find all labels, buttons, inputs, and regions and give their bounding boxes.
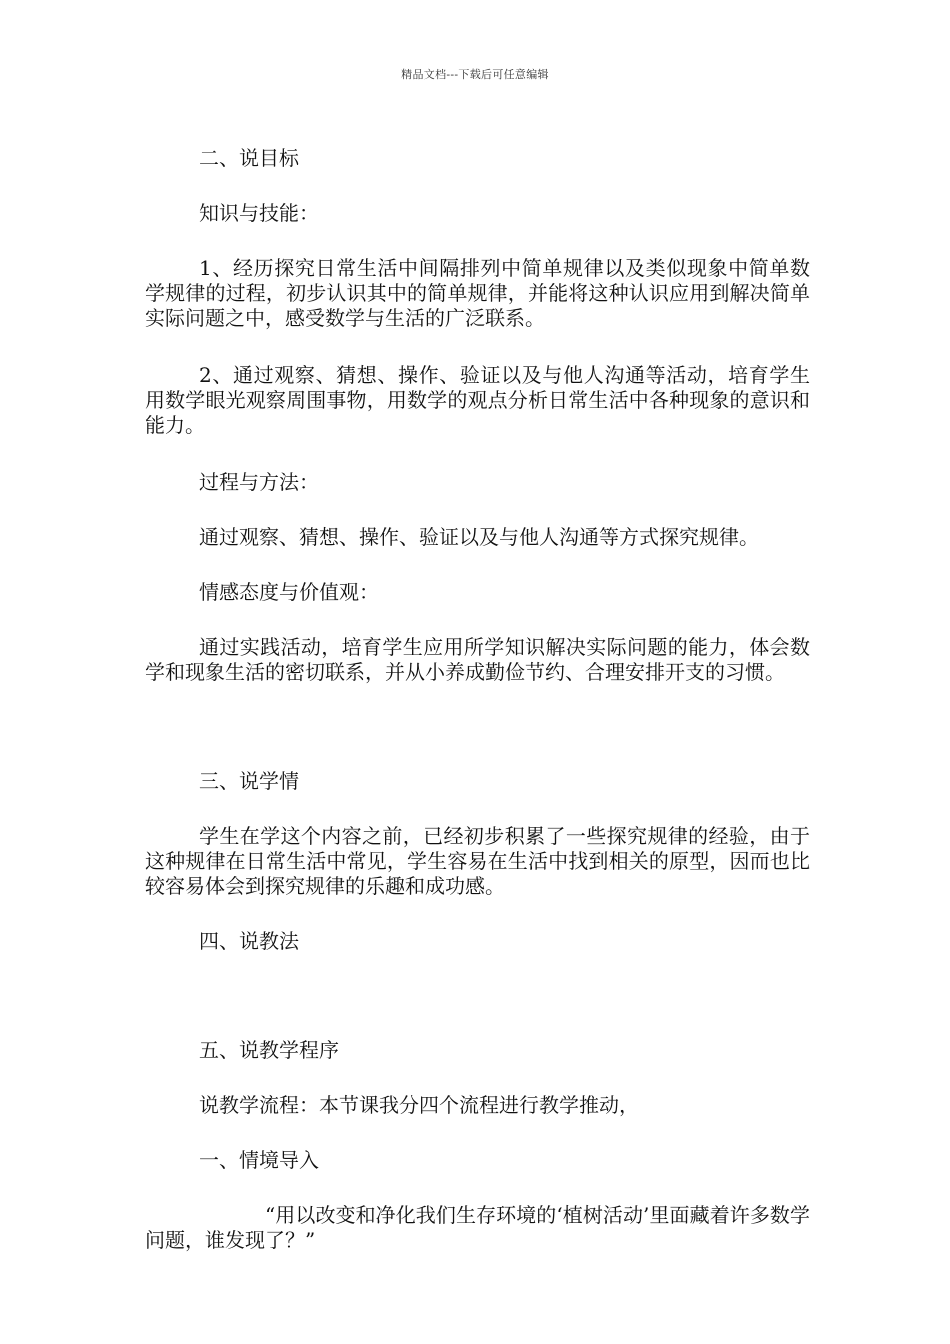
paragraph-students: 学生在学这个内容之前，已经初步积累了一些探究规律的经验，由于这种规律在日常生活中常见，学生容易在生活中找到相关的原型，因而也比较容易体会到探究规律的乐趣和成功感。 — [145, 824, 810, 898]
section-heading-procedure: 五、说教学程序 — [199, 1038, 339, 1062]
paragraph-goal-1: 1、经历探究日常生活中间隔排列中简单规律以及类似现象中简单数学规律的过程，初步认识其中的简单规律，并能将这种认识应用到解决简单实际问题之中，感受数学与生活的广泛联系。 — [145, 256, 810, 330]
section-heading-goals: 二、说目标 — [199, 146, 299, 170]
subheading-knowledge-skills: 知识与技能： — [199, 201, 319, 225]
document-body — [145, 146, 810, 1253]
paragraph-flow: 说教学流程：本节课我分四个流程进行教学推动， — [199, 1093, 639, 1117]
paragraph-emotion-values: 通过实践活动，培育学生应用所学知识解决实际问题的能力，体会数学和现象生活的密切联系，并从小养成勤俭节约、合理安排开支的习惯。 — [145, 635, 810, 684]
paragraph-quote: “用以改变和净化我们生存环境的‘植树活动’里面藏着许多数学问题，谁发现了？” — [145, 1203, 810, 1252]
paragraph-goal-2: 2、通过观察、猜想、操作、验证以及与他人沟通等活动，培育学生用数学眼光观察周围事物，用数学的观点分析日常生活中各种现象的意识和能力。 — [145, 363, 810, 437]
page-header: 精品文档---下载后可任意编辑 — [401, 68, 549, 81]
subheading-intro: 一、情境导入 — [199, 1148, 319, 1172]
paragraph-process-method: 通过观察、猜想、操作、验证以及与他人沟通等方式探究规律。 — [199, 525, 759, 549]
section-heading-methods: 四、说教法 — [199, 929, 299, 953]
subheading-emotion-values: 情感态度与价值观： — [199, 580, 379, 604]
subheading-process-method: 过程与方法： — [199, 470, 319, 494]
section-heading-students: 三、说学情 — [199, 769, 299, 793]
